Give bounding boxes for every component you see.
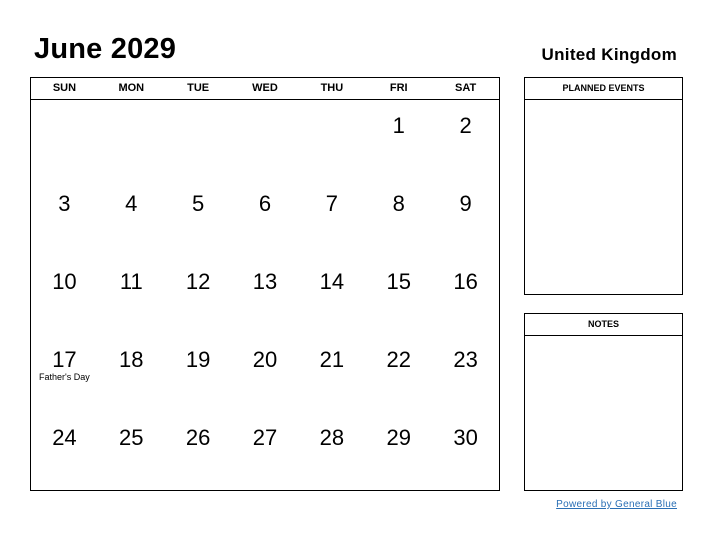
- calendar-day-cell: [232, 256, 299, 334]
- dow-wed: WED: [252, 82, 278, 94]
- day-number: 7: [325, 191, 338, 216]
- calendar-day-cell: [298, 100, 365, 178]
- day-number: [31, 100, 98, 115]
- day-number: 3: [58, 191, 71, 216]
- calendar-day-cell: [165, 412, 232, 490]
- calendar-day-cell: [165, 256, 232, 334]
- day-number: [165, 100, 232, 115]
- calendar-day-cell: [98, 334, 165, 412]
- day-event-label: Father's Day: [39, 372, 90, 382]
- calendar-day-cell: [432, 100, 499, 178]
- dow-mon: MON: [118, 82, 145, 94]
- day-number: 12: [185, 269, 211, 294]
- day-number: 20: [252, 347, 278, 372]
- calendar-day-cell: [432, 412, 499, 490]
- calendar-day-cell: [432, 178, 499, 256]
- calendar-week: [31, 100, 499, 178]
- day-number: 22: [386, 347, 411, 372]
- country-label: United Kingdom: [541, 45, 677, 64]
- notes-heading: NOTES: [525, 314, 682, 336]
- day-number: 11: [119, 269, 143, 294]
- planned-events-panel: [524, 77, 683, 295]
- calendar-weeks: [31, 100, 499, 490]
- calendar-day-cell: [365, 412, 432, 490]
- day-number: 14: [319, 269, 345, 294]
- calendar-day-cell: [365, 178, 432, 256]
- calendar-week: [31, 178, 499, 256]
- day-number: 10: [52, 269, 77, 294]
- dow-thu: THU: [320, 82, 344, 94]
- calendar-day-cell: [298, 412, 365, 490]
- day-number: 17: [52, 347, 77, 372]
- day-number: 30: [453, 425, 478, 450]
- day-number: 15: [386, 269, 411, 294]
- planned-events-heading: PLANNED EVENTS: [525, 78, 682, 100]
- calendar-day-cell: [232, 178, 299, 256]
- dow-sat: SAT: [454, 82, 477, 94]
- calendar-day-cell: [98, 256, 165, 334]
- calendar-day-cell: [365, 256, 432, 334]
- calendar-day-cell: [232, 412, 299, 490]
- calendar-day-cell: [165, 178, 232, 256]
- day-number: 28: [319, 425, 345, 450]
- calendar-day-cell: [31, 100, 98, 178]
- day-number: 25: [119, 425, 144, 450]
- day-number: 21: [319, 347, 345, 372]
- calendar-day-cell: [232, 100, 299, 178]
- day-number: [232, 100, 299, 115]
- calendar-day-cell: [165, 334, 232, 412]
- calendar-week: [31, 412, 499, 490]
- calendar-day-cell: [31, 334, 98, 412]
- calendar-day-cell: [98, 412, 165, 490]
- powered-by-link[interactable]: Powered by General Blue: [556, 499, 677, 510]
- calendar-day-cell: [432, 334, 499, 412]
- day-number: [298, 100, 365, 115]
- calendar-day-cell: [98, 100, 165, 178]
- day-number: 19: [185, 347, 211, 372]
- day-number: 2: [459, 113, 472, 138]
- day-number: 26: [185, 425, 211, 450]
- day-of-week-header: [31, 78, 499, 100]
- calendar-day-cell: [31, 412, 98, 490]
- day-number: [98, 100, 165, 115]
- calendar-day-cell: [432, 256, 499, 334]
- calendar-day-cell: [298, 178, 365, 256]
- day-number: 13: [252, 269, 278, 294]
- day-number: 18: [119, 347, 144, 372]
- day-number: 6: [258, 191, 272, 216]
- day-number: 5: [192, 191, 205, 216]
- calendar-grid: [30, 77, 500, 491]
- day-number: 24: [52, 425, 77, 450]
- calendar-day-cell: [298, 334, 365, 412]
- dow-fri: FRI: [389, 82, 408, 94]
- dow-tue: TUE: [187, 82, 210, 94]
- calendar-week: [31, 334, 499, 412]
- notes-panel: [524, 313, 683, 491]
- day-number: 29: [386, 425, 411, 450]
- calendar-day-cell: [31, 256, 98, 334]
- day-number: 23: [453, 347, 478, 372]
- calendar-day-cell: [31, 178, 98, 256]
- day-number: 27: [252, 425, 278, 450]
- calendar-week: [31, 256, 499, 334]
- day-number: 8: [392, 191, 405, 216]
- page-title: June 2029: [34, 33, 177, 65]
- calendar-day-cell: [165, 100, 232, 178]
- calendar-day-cell: [365, 334, 432, 412]
- calendar-day-cell: [298, 256, 365, 334]
- day-number: 16: [453, 269, 478, 294]
- day-number: 9: [459, 191, 472, 216]
- dow-sun: SUN: [52, 82, 77, 94]
- day-number: 4: [125, 191, 138, 216]
- calendar-day-cell: [98, 178, 165, 256]
- calendar-day-cell: [365, 100, 432, 178]
- day-number: 1: [392, 113, 405, 138]
- calendar-day-cell: [232, 334, 299, 412]
